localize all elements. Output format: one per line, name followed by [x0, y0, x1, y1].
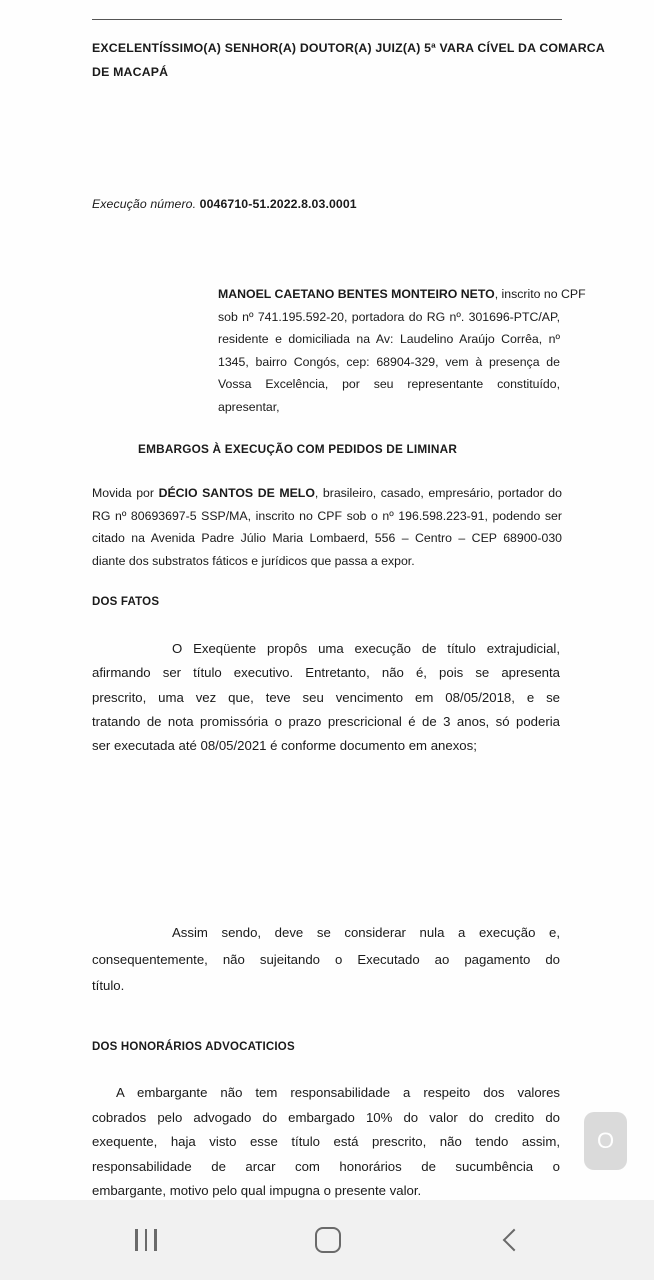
- conclusion-paragraph: [92, 920, 560, 1000]
- header-rule: [92, 19, 562, 20]
- facts-paragraph: [92, 637, 560, 758]
- party-qualification: [218, 283, 586, 418]
- document-title: EMBARGOS À EXECUÇÃO COM PEDIDOS DE LIMINAR: [138, 442, 458, 456]
- movida-paragraph: [92, 482, 562, 572]
- conclusion-line-1: Assim sendo, deve se considerar nula a execução e,: [172, 925, 560, 940]
- defendant-name: DÉCIO SANTOS DE MELO: [158, 486, 315, 500]
- conclusion-line-3: título.: [92, 978, 125, 993]
- fees-line-4: responsabilidade de arcar com honorários de sucumbência o: [92, 1158, 560, 1174]
- fees-line-5: embargante, motivo pelo qual impugna o presente valor.: [92, 1183, 422, 1198]
- home-button[interactable]: [288, 1200, 368, 1280]
- execution-number: 0046710-51.2022.8.03.0001: [199, 197, 357, 211]
- recents-button[interactable]: [106, 1200, 186, 1280]
- movida-line-1: Movida por DÉCIO SANTOS DE MELO, brasileiro, casado, empresário, portador do: [92, 486, 562, 500]
- party-name: MANOEL CAETANO BENTES MONTEIRO NETO: [218, 287, 495, 301]
- party-line-1: MANOEL CAETANO BENTES MONTEIRO NETO, inscrito no CPF: [218, 287, 586, 301]
- party-line-3: residente e domiciliada na Av: Laudelino Araújo Corrêa, nº: [218, 332, 560, 346]
- facts-line-3: prescrito, uma vez que, teve seu vencimento em 08/05/2018, e se: [92, 689, 560, 705]
- party-line-6: apresentar,: [218, 399, 280, 414]
- overlay-button-glyph: O: [596, 1128, 615, 1153]
- movida-line-2: RG nº 80693697-5 SSP/MA, inscrito no CPF sob o nº 196.598.223-91, podendo ser: [92, 508, 562, 523]
- facts-line-1: O Exeqüente propôs uma execução de título extrajudicial,: [172, 641, 560, 656]
- fees-line-3: exequente, haja visto esse título está prescrito, não tendo assim,: [92, 1134, 560, 1149]
- movida-line-3: citado na Avenida Padre Júlio Maria Lombaerd, 556 – Centro – CEP 68900-030: [92, 531, 562, 545]
- party-line-5: Vossa Excelência, por seu representante constituído,: [218, 377, 560, 391]
- back-button[interactable]: [470, 1200, 550, 1280]
- facts-heading: DOS FATOS: [92, 596, 160, 608]
- addressee-line-1: EXCELENTÍSSIMO(A) SENHOR(A) DOUTOR(A) JUIZ(A) 5ª VARA CÍVEL DA COMARCA: [92, 41, 605, 55]
- back-icon: [503, 1229, 526, 1252]
- movida-line-4: diante dos substratos fáticos e jurídicos que passa a expor.: [92, 553, 415, 568]
- facts-line-5: ser executada até 08/05/2021 é conforme documento em anexos;: [92, 738, 477, 754]
- home-icon: [315, 1227, 341, 1253]
- fees-heading: DOS HONORÁRIOS ADVOCATICIOS: [92, 1041, 295, 1053]
- fees-line-1: A embargante não tem responsabilidade a respeito dos valores: [116, 1085, 560, 1100]
- execution-line: [92, 197, 357, 211]
- fees-line-2: cobrados pelo advogado do embargado 10% do valor do credito do: [92, 1109, 560, 1125]
- addressee-line-2: DE MACAPÁ: [92, 65, 169, 79]
- party-line-4: 1345, bairro Congós, cep: 68904-329, vem à presença de: [218, 354, 560, 369]
- execution-label: Execução número.: [92, 197, 197, 211]
- facts-line-4: tratando de nota promissória o prazo prescricional é de 3 anos, só poderia: [92, 713, 560, 729]
- fees-paragraph: [92, 1081, 560, 1200]
- party-line-2: sob nº 741.195.592-20, portadora do RG nº. 301696-PTC/AP,: [218, 309, 560, 324]
- conclusion-line-2: consequentemente, não sujeitando o Executado ao pagamento do: [92, 951, 560, 967]
- facts-line-2: afirmando ser título executivo. Entretanto, não é, pois se apresenta: [92, 665, 560, 681]
- recents-icon: [135, 1229, 157, 1251]
- system-navigation-bar: [0, 1200, 654, 1280]
- floating-overlay-button[interactable]: [584, 1112, 627, 1170]
